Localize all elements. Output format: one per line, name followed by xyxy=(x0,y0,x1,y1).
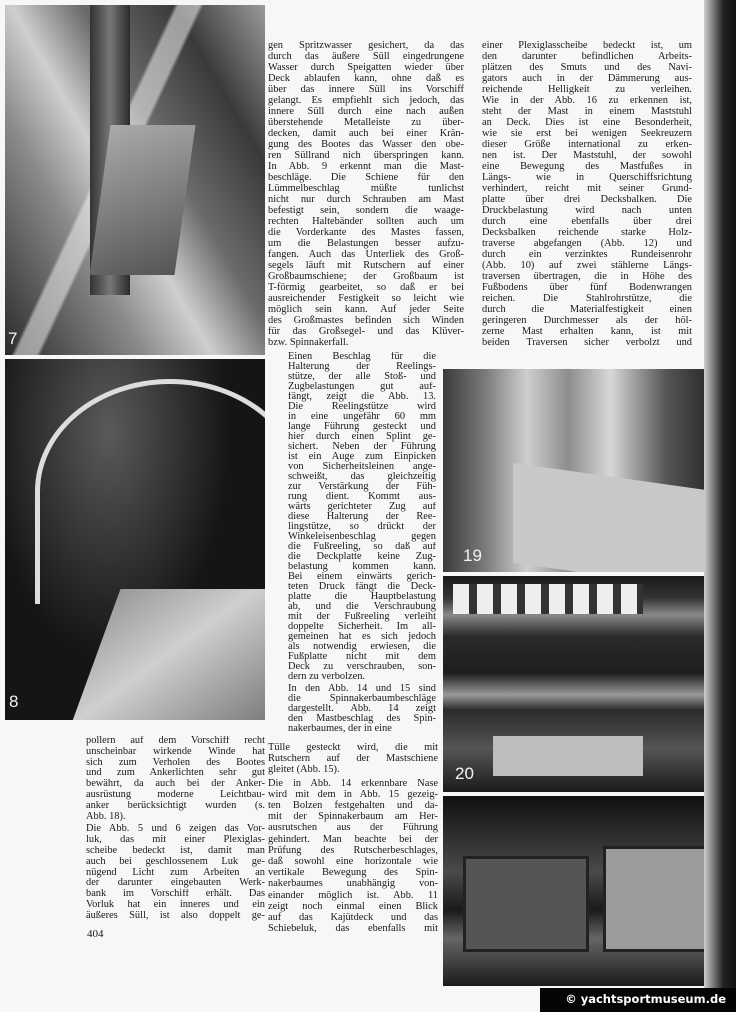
text-line: durch die Materialfestigkeit einen xyxy=(482,304,692,315)
text-line: Rutschern auf der Mastschiene xyxy=(268,753,438,765)
text-line: nicht nur durch Schrauben am Mast xyxy=(268,194,464,205)
text-line: zeigt noch einmal einen Blick xyxy=(268,900,438,912)
text-line: In Abb. 9 erkennt man die Mast- xyxy=(268,161,464,172)
page-number: 404 xyxy=(87,928,104,940)
text-line: traverse abgefangen (Abb. 12) und xyxy=(482,238,692,249)
text-line: rechten Haltebänder sollten auch um xyxy=(268,216,464,227)
text-line: Großbaumschiene; der Großbaum ist xyxy=(268,271,464,282)
text-line: zerne Mast erhalten kann, ist mit xyxy=(482,326,692,337)
text-line: teten Druck fängt die Deck- xyxy=(288,582,436,592)
text-line: Wie in der Abb. 16 zu erkennen ist, xyxy=(482,95,692,106)
text-line: (Abb. 10) auf zwei stählerne Längs- xyxy=(482,260,692,271)
text-line: stütze, der alle Stoß- und xyxy=(288,372,436,382)
text-line: Fußbodens über fünf Bodenwrangen xyxy=(482,282,692,293)
text-line: schweißt, das gleichzeitig xyxy=(288,472,436,482)
text-line: beschläge. Die Schiene für den xyxy=(268,172,464,183)
deck-shape xyxy=(70,589,265,720)
page-binding-edge xyxy=(704,0,736,1012)
text-line: scheibe bedeckt ist, damit man xyxy=(86,845,265,856)
text-line: bank im Vorschiff erhält. Das xyxy=(86,889,265,900)
sink-shape xyxy=(493,736,643,776)
text-line: als notwendig erwiesen, die xyxy=(288,642,436,652)
text-line: überstehende Metalleiste zu über- xyxy=(268,117,464,128)
text-line: einander möglich ist. Abb. 11 xyxy=(268,889,438,901)
text-line: Deck zu verschrauben, son- xyxy=(288,662,436,672)
text-line: nakerbaumes unabhängig von- xyxy=(268,878,438,890)
text-line: fängt, zeigt die Abb. 13. xyxy=(288,392,436,402)
text-line: für das Großsegel- und das Klüver- xyxy=(268,326,464,337)
text-line: Abb. 18). xyxy=(86,811,126,822)
text-line: verhindert, reicht mit seiner Grund- xyxy=(482,183,692,194)
text-line: Bei einem einwärts gerich- xyxy=(288,572,436,582)
text-line: Vorluk hat ein inneres und ein xyxy=(86,899,265,910)
text-line: bzw. Spinnakerfall. xyxy=(268,337,349,348)
text-line: gung des Bootes das Wasser den obe- xyxy=(268,139,464,150)
paragraph xyxy=(268,40,464,348)
text-line: wird mit dem in Abb. 15 gezeig- xyxy=(268,788,438,800)
cloth-shape xyxy=(513,463,722,572)
photo-cabin-storage xyxy=(443,796,722,986)
text-line: Einen Beschlag für die xyxy=(288,352,436,362)
text-line: gehindert. Man beachte bei der xyxy=(268,833,438,845)
text-line: ausrutschen aus der Führung xyxy=(268,822,438,834)
text-line: fangen. Auch das Unterliek des Groß- xyxy=(268,249,464,260)
text-line: den Mastbeschlag des Spin- xyxy=(288,714,436,724)
text-line: beiden Traversen sicher verbolzt und xyxy=(482,337,692,348)
text-line: mit der Spinnakerbaum am Her- xyxy=(268,811,438,823)
storage-box-shape xyxy=(463,856,589,952)
text-line: nen ist. Der Maststuhl, der sowohl xyxy=(482,150,692,161)
text-line: sichert. Neben der Führung xyxy=(288,442,436,452)
text-line: anker berücksichtigt wurden (s. xyxy=(86,800,265,811)
text-line: unscheinbar wirkende Winde hat xyxy=(86,746,265,757)
text-line: Deck ablaufen kann, ohne daß es xyxy=(268,73,464,84)
text-line: Die in Abb. 14 erkennbare Nase xyxy=(268,777,438,789)
text-line: decken, damit auch bei einer Krän- xyxy=(268,128,464,139)
text-line: die Vorderkante des Mastes fassen, xyxy=(268,227,464,238)
text-line: Zugbelastungen gut auf- xyxy=(288,382,436,392)
paragraph xyxy=(288,684,436,734)
text-line: dargestellt. Abb. 14 zeigt xyxy=(288,704,436,714)
text-line: die Deckplatte keine Zug- xyxy=(288,552,436,562)
photo-railing-fitting xyxy=(5,359,265,720)
text-line: traversen übertragen, die in Höhe des xyxy=(482,271,692,282)
text-line: T-förmig gearbeitet, so daß er bei xyxy=(268,282,464,293)
text-line: dern zu verbolzen. xyxy=(288,672,366,682)
text-line: die Fußreeling, so daß auf xyxy=(288,542,436,552)
text-line: ist ein Auge zum Einpicken xyxy=(288,452,436,462)
text-line: pollern auf dem Vorschiff recht xyxy=(86,736,265,746)
text-line: ausreichender Festigkeit so leicht wie xyxy=(268,293,464,304)
text-line: Lümmelbeschlag müßte tunlichst xyxy=(268,183,464,194)
text-line: Längs- wie in Querschiffsrichtung xyxy=(482,172,692,183)
figure-number: 8 xyxy=(9,692,19,711)
text-line: die Spinnakerbaumbeschläge xyxy=(288,694,436,704)
storage-box-shape xyxy=(603,846,719,952)
text-line: ab, und die Verschraubung xyxy=(288,602,436,612)
text-line: diese Halterung der Ree- xyxy=(288,512,436,522)
text-line: gleitet (Abb. 15). xyxy=(268,764,340,776)
text-line: belastung kommen kann. xyxy=(288,562,436,572)
text-line: plätzen des Smuts und des Navi- xyxy=(482,62,692,73)
text-line: lange Führung gesteckt und xyxy=(288,422,436,432)
text-line: über das innere Süll ins Vorschiff xyxy=(268,84,464,95)
text-line: rung dient. Kommt aus- xyxy=(288,492,436,502)
text-column-middle-narrow xyxy=(288,352,436,734)
text-line: Schiebeluk, das ebenfalls mit xyxy=(268,923,438,935)
text-line: In den Abb. 14 und 15 sind xyxy=(288,684,436,694)
text-line: reichende Helligkeit zu verleihen. xyxy=(482,84,692,95)
text-line: Tülle gesteckt wird, die mit xyxy=(268,742,438,753)
text-line: gemeinen hat es sich jedoch xyxy=(288,632,436,642)
figure-number: 19 xyxy=(463,546,482,565)
text-line: hier durch einen Splint ge- xyxy=(288,432,436,442)
text-line: Winkeleisenbeschlag gegen xyxy=(288,532,436,542)
text-column-left-bottom xyxy=(86,736,265,922)
text-line: ren Süllrand nich überspringen kann. xyxy=(268,150,464,161)
text-line: der darunter eingebauten Werk- xyxy=(86,878,265,889)
paragraph xyxy=(482,40,692,348)
text-line: durch eine ebenfalls über drei xyxy=(482,216,692,227)
paragraph xyxy=(268,742,438,776)
text-line: luk, das mit einer Plexiglas- xyxy=(86,835,265,846)
watermark: © yachtsportmuseum.de xyxy=(565,992,726,1006)
text-line: sich zum Verholen des Bootes xyxy=(86,757,265,768)
text-column-middle-bottom xyxy=(268,742,438,934)
text-line: den darunter befindlichen Arbeits- xyxy=(482,51,692,62)
text-line: möglich sein kann. Auf jeder Seite xyxy=(268,304,464,315)
text-line: segels läuft mit Rutschern auf einer xyxy=(268,260,464,271)
text-line: äußeres Süll, ist also doppelt ge- xyxy=(86,910,265,921)
text-line: dieser Größe international zu erken- xyxy=(482,139,692,150)
text-line: Die Abb. 5 und 6 zeigen das Vor- xyxy=(86,824,265,835)
text-line: an Deck. Dies ist eine Besonderheit, xyxy=(482,117,692,128)
cups-shape xyxy=(453,584,643,614)
text-line: gators auch in der Dämmerung aus- xyxy=(482,73,692,84)
paragraph xyxy=(268,778,438,935)
text-line: nügend Licht zum Arbeiten an xyxy=(86,867,265,878)
text-line: steht der Mast in einem Maststuhl xyxy=(482,106,692,117)
text-line: Wasser durch Speigatten wieder über xyxy=(268,62,464,73)
text-line: daß sowohl eine horizontale wie xyxy=(268,856,438,868)
text-line: geringeren Durchmesser als der höl- xyxy=(482,315,692,326)
text-line: durch das äußere Süll eingedrungene xyxy=(268,51,464,62)
text-line: gen Spritzwasser gesichert, da das xyxy=(268,40,464,51)
text-line: eine Bewegung des Mastfußes in xyxy=(482,161,692,172)
text-line: einer Plexiglasscheibe bedeckt ist, um xyxy=(482,40,692,51)
text-line: platte über drei Decksbalken. Die xyxy=(482,194,692,205)
railing-shape xyxy=(35,379,265,604)
text-line: ten Bolzen festgehalten und da- xyxy=(268,800,438,812)
text-line: zur Verstärkung der Füh- xyxy=(288,482,436,492)
text-line: doppelte Sicherheit. Im all- xyxy=(288,622,436,632)
text-line: Fußplatte nicht mit dem xyxy=(288,652,436,662)
text-line: lingstütze, so drückt der xyxy=(288,522,436,532)
text-line: wie sie erst bei wenigen Seekreuzern xyxy=(482,128,692,139)
text-column-right xyxy=(482,40,692,348)
figure-number: 20 xyxy=(455,764,474,783)
text-line: reichen. Die Stahlrohrstütze, die xyxy=(482,293,692,304)
paragraph xyxy=(86,736,265,822)
text-line: mit der Fußreeling verleiht xyxy=(288,612,436,622)
text-line: vertikale Bewegung des Spin- xyxy=(268,867,438,879)
text-line: gelangt. Es empfiehlt sich jedoch, das xyxy=(268,95,464,106)
photo-mast-chair xyxy=(443,369,722,572)
photo-mast-fittings xyxy=(5,5,265,355)
text-line: und zum Ankerlichten sehr gut xyxy=(86,768,265,779)
text-line: innere Süll durch eine nach außen xyxy=(268,106,464,117)
text-line: von Sicherheitsleinen ange- xyxy=(288,462,436,472)
text-line: nakerbaumes, der in eine xyxy=(288,724,392,734)
text-line: ausrüstung moderne Leichtbau- xyxy=(86,789,265,800)
text-line: in eine ungefähr 60 mm xyxy=(288,412,436,422)
paragraph xyxy=(86,824,265,921)
text-line: wärts gerichteter Zug auf xyxy=(288,502,436,512)
text-line: durch ein verzinktes Rundeisenrohr xyxy=(482,249,692,260)
photo-galley xyxy=(443,576,722,792)
text-line: Prüfung des Rutscherbeschlages, xyxy=(268,844,438,856)
paragraph xyxy=(288,352,436,682)
text-line: Decksbalken reichende starke Holz- xyxy=(482,227,692,238)
text-line: Druckbelastung wird nach unten xyxy=(482,205,692,216)
text-line: des Großmastes befinden sich Winden xyxy=(268,315,464,326)
text-line: auch bei geschlossenem Luk ge- xyxy=(86,856,265,867)
text-line: auf das Kajütdeck und das xyxy=(268,912,438,924)
text-line: bewährt, da auch bei der Anker- xyxy=(86,779,265,790)
text-line: Halterung der Reelings- xyxy=(288,362,436,372)
text-line: um die Belastungen besser aufzu- xyxy=(268,238,464,249)
text-line: platte die Hauptbelastung xyxy=(288,592,436,602)
text-line: Die Reelingstütze wird xyxy=(288,402,436,412)
figure-number: 7 xyxy=(8,329,18,348)
text-line: befestigt sein, sondern die waage- xyxy=(268,205,464,216)
text-column-middle-top xyxy=(268,40,464,348)
